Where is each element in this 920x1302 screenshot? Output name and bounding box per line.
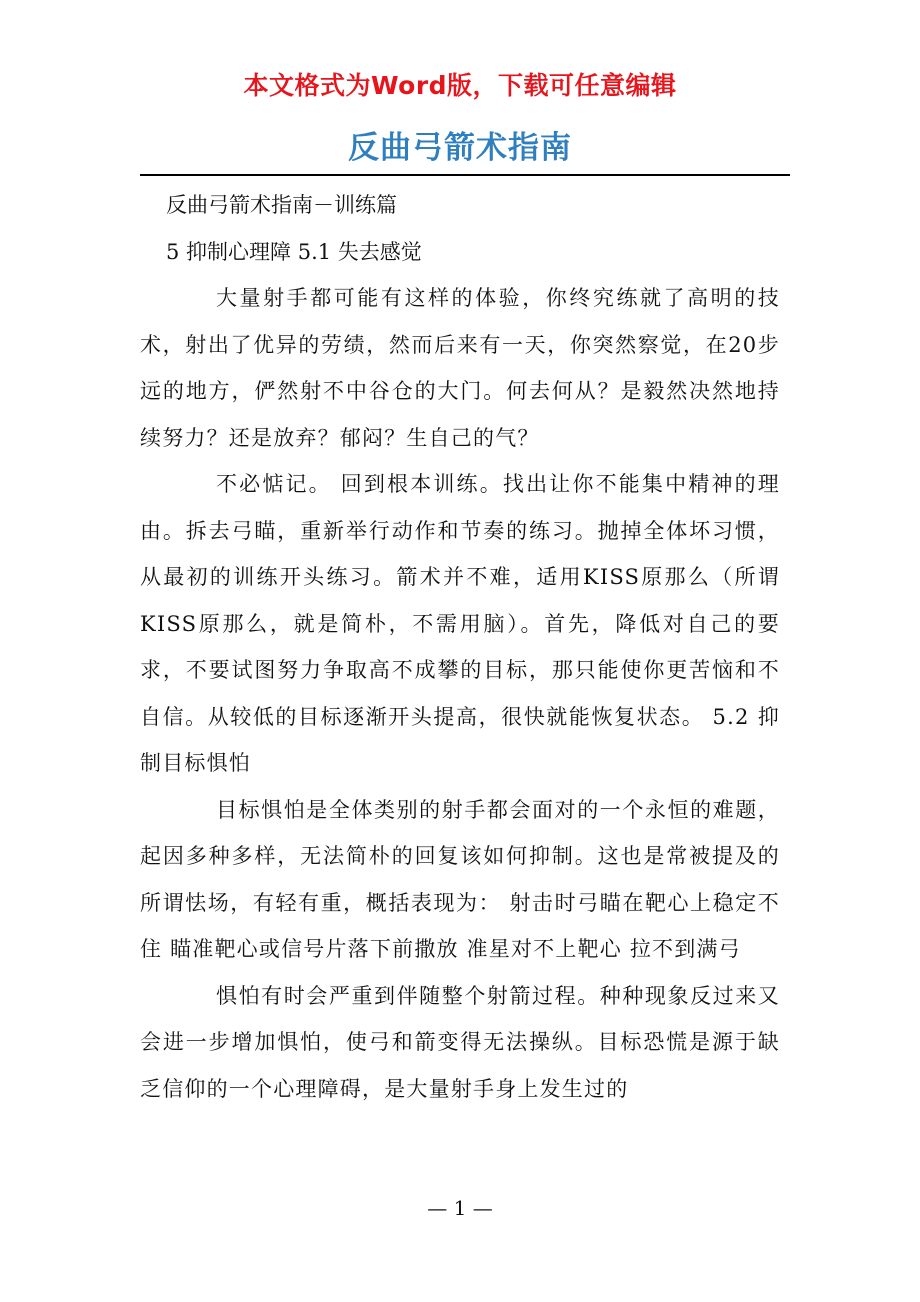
page-number: — 1 —	[427, 1196, 493, 1220]
word-format-banner: 本文格式为Word版，下载可任意编辑	[243, 71, 677, 100]
paragraph: 目标惧怕是全体类别的射手都会面对的一个永恒的难题，起因多种多样，无法简朴的回复该如何抑制。这也是常被提及的所谓怯场，有轻有重，概括表现为： 射击时弓瞄在靶心上稳定不住 瞄准靶心或信号片落下前撒放 准星对不上靶心 拉不到满弓	[140, 797, 780, 961]
paragraph: 惧怕有时会严重到伴随整个射箭过程。种种现象反过来又会进一步增加惧怕，使弓和箭变得无法操纵。目标恐慌是源于缺乏信仰的一个心理障碍，是大量射手身上发生过的	[140, 983, 780, 1101]
document-title: 反曲弓箭术指南	[348, 130, 572, 166]
section-heading: 5 抑制心理障 5.1 失去感觉	[166, 239, 422, 264]
document-body	[140, 182, 780, 1112]
paragraph: 大量射手都可能有这样的体验，你终究练就了高明的技术，射出了优异的劳绩，然而后来有一天，你突然察觉，在20步远的地方，俨然射不中谷仓的大门。何去何从？是毅然决然地持续努力？还是放弃？郁闷？生自己的气？	[140, 286, 780, 450]
paragraph: 不必惦记。 回到根本训练。找出让你不能集中精神的理由。拆去弓瞄，重新举行动作和节奏的练习。抛掉全体坏习惯，从最初的训练开头练习。箭术并不难，适用KISS原那么（所谓KISS原那么，就是简朴，不需用脑）。首先，降低对自己的要求，不要试图努力争取高不成攀的目标，那只能使你更苦恼和不自信。从较低的目标逐渐开头提高，很快就能恢复状态。 5.2 抑制目标惧怕	[140, 472, 780, 775]
subtitle-line: 反曲弓箭术指南－训练篇	[166, 193, 397, 217]
title-divider	[140, 174, 790, 176]
